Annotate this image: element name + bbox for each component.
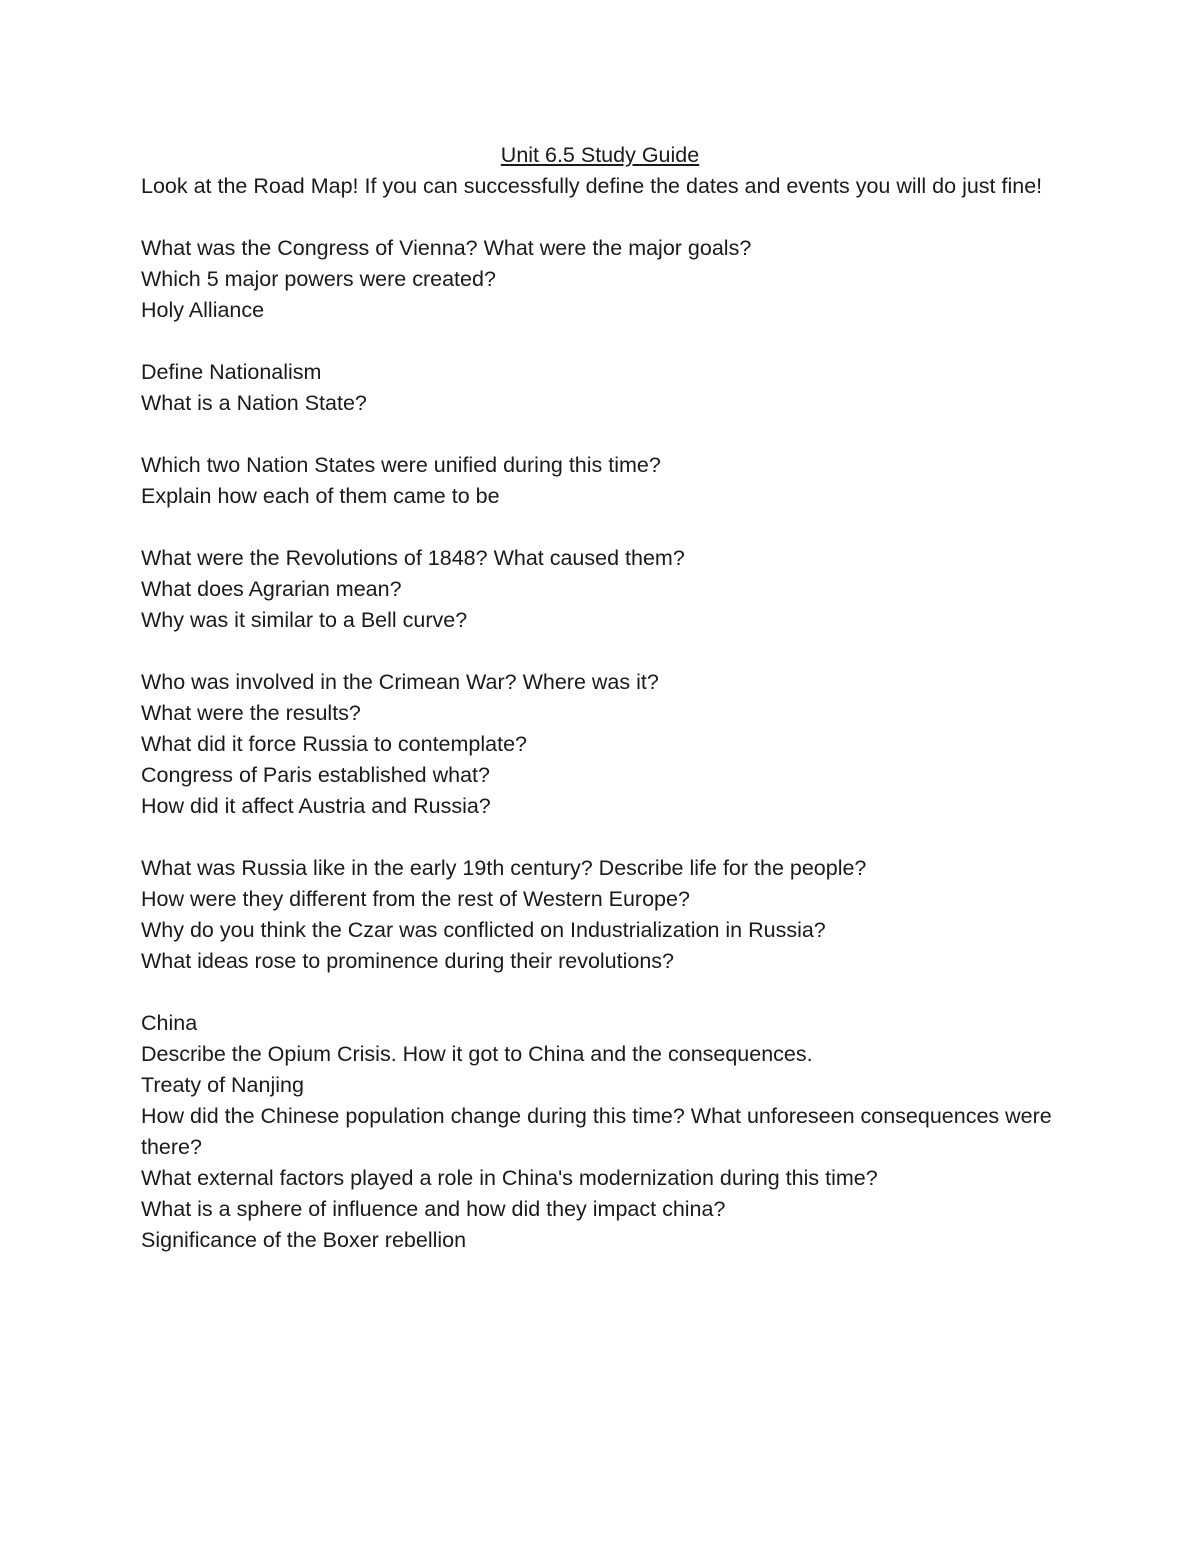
section-revolutions-1848 (141, 543, 1061, 636)
question-line: What does Agrarian mean? (141, 577, 402, 601)
section-spacer (141, 202, 1061, 233)
section-congress-of-vienna (141, 233, 1061, 326)
question-line: How did it affect Austria and Russia? (141, 794, 491, 818)
question-line: Which 5 major powers were created? (141, 267, 496, 291)
question-line: Explain how each of them came to be (141, 484, 500, 508)
question-line: What did it force Russia to contemplate? (141, 732, 527, 756)
question-line: Which two Nation States were unified during this time? (141, 453, 661, 477)
question-line: What external factors played a role in China's modernization during this time? (141, 1166, 878, 1190)
section-nationalism (141, 357, 1061, 419)
question-line: Treaty of Nanjing (141, 1073, 304, 1097)
question-line: How did the Chinese population change during this time? What unforeseen consequences were there? (141, 1104, 1052, 1159)
section-heading: China (141, 1011, 198, 1035)
section-spacer (141, 636, 1061, 667)
question-line: Define Nationalism (141, 360, 322, 384)
intro-text: Look at the Road Map! If you can successfully define the dates and events you will do just fine! (141, 174, 1043, 198)
question-line: What ideas rose to prominence during their revolutions? (141, 949, 675, 973)
section-spacer (141, 977, 1061, 1008)
section-crimean-war (141, 667, 1061, 822)
question-line: What is a sphere of influence and how did they impact china? (141, 1197, 726, 1221)
question-line: What was the Congress of Vienna? What were the major goals? (141, 236, 752, 260)
section-spacer (141, 512, 1061, 543)
document-content (141, 140, 1061, 1256)
question-line: How were they different from the rest of Western Europe? (141, 887, 690, 911)
section-spacer (141, 419, 1061, 450)
question-line: What were the Revolutions of 1848? What caused them? (141, 546, 685, 570)
section-spacer (141, 326, 1061, 357)
section-china (141, 1008, 1061, 1256)
question-line: Who was involved in the Crimean War? Where was it? (141, 670, 659, 694)
section-spacer (141, 822, 1061, 853)
question-line: What were the results? (141, 701, 361, 725)
question-line: Significance of the Boxer rebellion (141, 1228, 467, 1252)
document-title: Unit 6.5 Study Guide (500, 143, 700, 167)
question-line: What was Russia like in the early 19th century? Describe life for the people? (141, 856, 867, 880)
section-unification (141, 450, 1061, 512)
question-line: What is a Nation State? (141, 391, 367, 415)
question-line: Holy Alliance (141, 298, 265, 322)
question-line: Congress of Paris established what? (141, 763, 490, 787)
question-line: Why do you think the Czar was conflicted on Industrialization in Russia? (141, 918, 826, 942)
question-line: Describe the Opium Crisis. How it got to China and the consequences. (141, 1042, 813, 1066)
question-line: Why was it similar to a Bell curve? (141, 608, 468, 632)
section-russia (141, 853, 1061, 977)
